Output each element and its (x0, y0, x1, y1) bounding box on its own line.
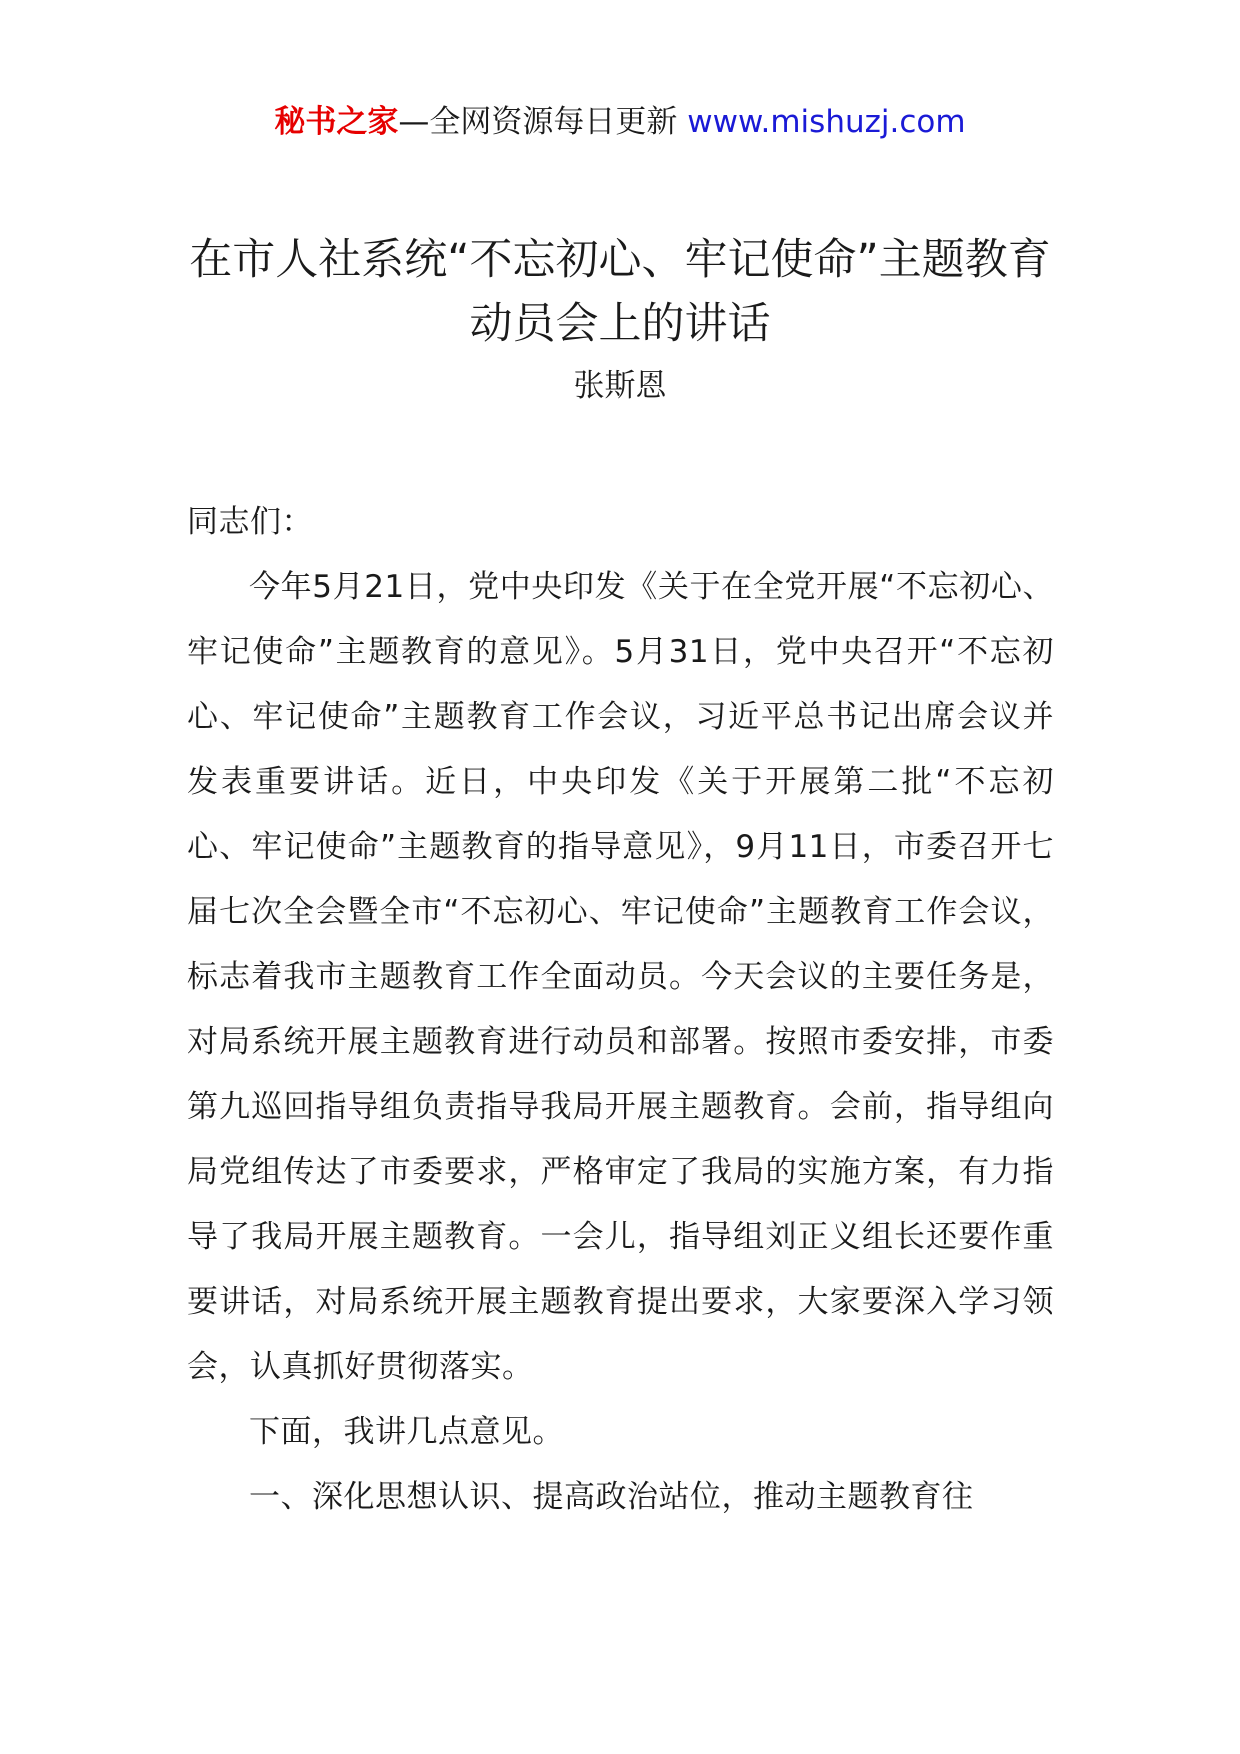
document-body (187, 490, 1054, 1530)
body-paragraph: 今年5月21日，党中央印发《关于在全党开展“不忘初心、牢记使命”主题教育的意见》。5月31日，党中央召开“不忘初心、牢记使命”主题教育工作会议，习近平总书记出席会议并发表重要讲话。近日，中央印发《关于开展第二批“不忘初心、牢记使命”主题教育的指导意见》，9月11日，市委召开七届七次全会暨全市“不忘初心、牢记使命”主题教育工作会议，标志着我市主题教育工作全面动员。今天会议的主要任务是，对局系统开展主题教育进行动员和部署。按照市委安排，市委第九巡回指导组负责指导我局开展主题教育。会前，指导组向局党组传达了市委要求，严格审定了我局的实施方案，有力指导了我局开展主题教育。一会儿，指导组刘正义组长还要作重要讲话，对局系统开展主题教育提出要求，大家要深入学习领会，认真抓好贯彻落实。 (187, 569, 1054, 1385)
body-paragraph: 下面，我讲几点意见。 (249, 1414, 564, 1450)
document-author: 张斯恩 (573, 368, 667, 404)
site-url-link[interactable]: www.mishuzj.com (687, 104, 966, 140)
site-header (0, 100, 1240, 144)
section-heading: 一、深化思想认识、提高政治站位，推动主题教育往 (249, 1479, 974, 1515)
site-tagline: —全网资源每日更新 (398, 104, 688, 140)
document-title: 在市人社系统“不忘初心、牢记使命”主题教育动员会上的讲话 (189, 235, 1051, 349)
site-brand: 秘书之家 (274, 104, 399, 140)
salutation: 同志们： (187, 504, 313, 540)
